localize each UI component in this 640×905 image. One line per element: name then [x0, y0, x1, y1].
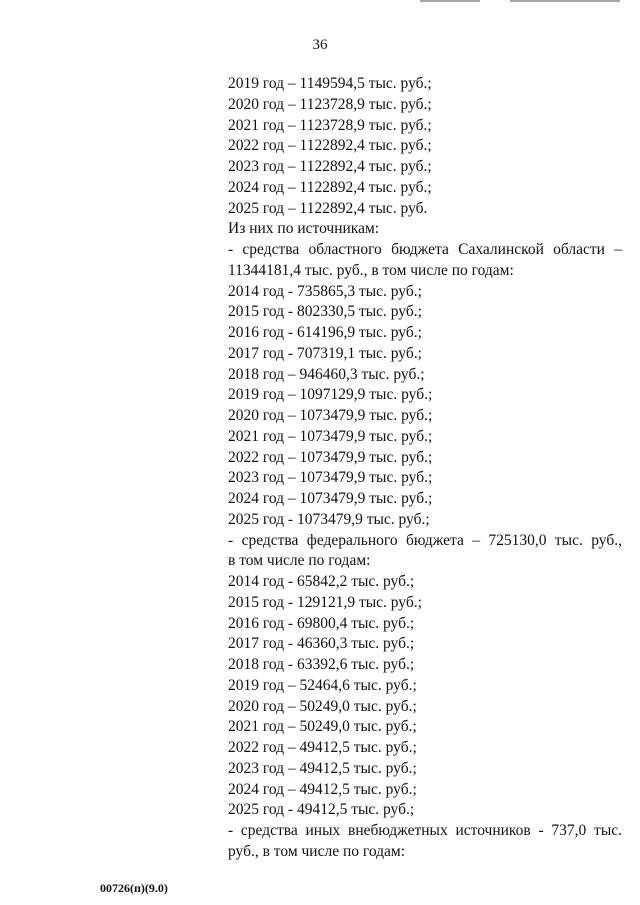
year-amount-line: 2024 год – 1073479,9 тыс. руб.; [228, 490, 433, 507]
year-amount-line: 2021 год – 1123728,9 тыс. руб.; [228, 116, 432, 134]
year-amount-line: 2014 год - 65842,2 тыс. руб.; [228, 573, 415, 590]
year-amount-line: 2021 год – 50249,0 тыс. руб.; [228, 718, 417, 736]
year-amount-line: 2018 год – 946460,3 тыс. руб.; [228, 365, 425, 383]
federal-budget-intro-cont: в том числе по годам: [228, 552, 371, 570]
year-amount-line: 2015 год - 802330,5 тыс. руб.; [228, 303, 422, 321]
year-amount-line: 2016 год - 69800,4 тыс. руб.; [228, 614, 415, 632]
year-amount-line: 2016 год - 614196,9 тыс. руб.; [228, 324, 422, 341]
year-amount-line: 2022 год – 1073479,9 тыс. руб.; [228, 448, 433, 466]
federal-budget-years-list [228, 572, 622, 821]
year-amount-line: 2014 год - 735865,3 тыс. руб.; [228, 282, 422, 300]
year-amount-line: 2023 год – 1073479,9 тыс. руб.; [228, 469, 433, 487]
regional-budget-intro: - средства областного бюджета Сахалинской области – [228, 241, 622, 258]
footer-document-code: 00726(п)(9.0) [100, 881, 168, 895]
year-amount-line: 2023 год – 1122892,4 тыс. руб.; [228, 158, 432, 175]
year-amount-line: 2022 год – 1122892,4 тыс. руб.; [228, 137, 432, 155]
year-amount-line: 2019 год – 1149594,5 тыс. руб.; [228, 75, 432, 92]
year-amount-line: 2023 год – 49412,5 тыс. руб.; [228, 759, 417, 777]
year-amount-line: 2025 год – 1122892,4 тыс. руб. [228, 199, 428, 217]
sources-heading: Из них по источникам: [228, 220, 380, 238]
year-amount-line: 2025 год - 49412,5 тыс. руб.; [228, 801, 415, 819]
year-amount-line: 2017 год - 46360,3 тыс. руб.; [228, 635, 415, 653]
year-amount-line: 2017 год - 707319,1 тыс. руб.; [228, 344, 422, 362]
year-amount-line: 2024 год – 49412,5 тыс. руб.; [228, 780, 417, 798]
funding-total-by-year-list [228, 74, 622, 219]
page-number: 36 [312, 37, 328, 53]
federal-budget-intro: - средства федерального бюджета – 725130,0 тыс. руб., [228, 531, 622, 549]
year-amount-line: 2015 год - 129121,9 тыс. руб.; [228, 593, 422, 611]
other-sources-intro-cont: руб., в том числе по годам: [228, 842, 406, 860]
year-amount-line: 2018 год - 63392,6 тыс. руб.; [228, 656, 415, 673]
year-amount-line: 2020 год – 1073479,9 тыс. руб.; [228, 407, 433, 424]
top-scan-marks [420, 0, 620, 4]
other-sources-intro: - средства иных внебюджетных источников - 737,0 тыс. [228, 822, 622, 839]
year-amount-line: 2024 год – 1122892,4 тыс. руб.; [228, 178, 432, 196]
regional-budget-years-list [228, 282, 622, 531]
year-amount-line: 2019 год – 52464,6 тыс. руб.; [228, 676, 417, 694]
year-amount-line: 2022 год – 49412,5 тыс. руб.; [228, 739, 417, 756]
year-amount-line: 2025 год - 1073479,9 тыс. руб.; [228, 510, 430, 528]
year-amount-line: 2020 год – 1123728,9 тыс. руб.; [228, 95, 432, 113]
regional-budget-intro-cont: 11344181,4 тыс. руб., в том числе по годам: [228, 261, 514, 279]
year-amount-line: 2019 год – 1097129,9 тыс. руб.; [228, 386, 433, 404]
year-amount-line: 2020 год – 50249,0 тыс. руб.; [228, 697, 417, 715]
document-body [228, 74, 622, 863]
year-amount-line: 2021 год – 1073479,9 тыс. руб.; [228, 427, 433, 445]
